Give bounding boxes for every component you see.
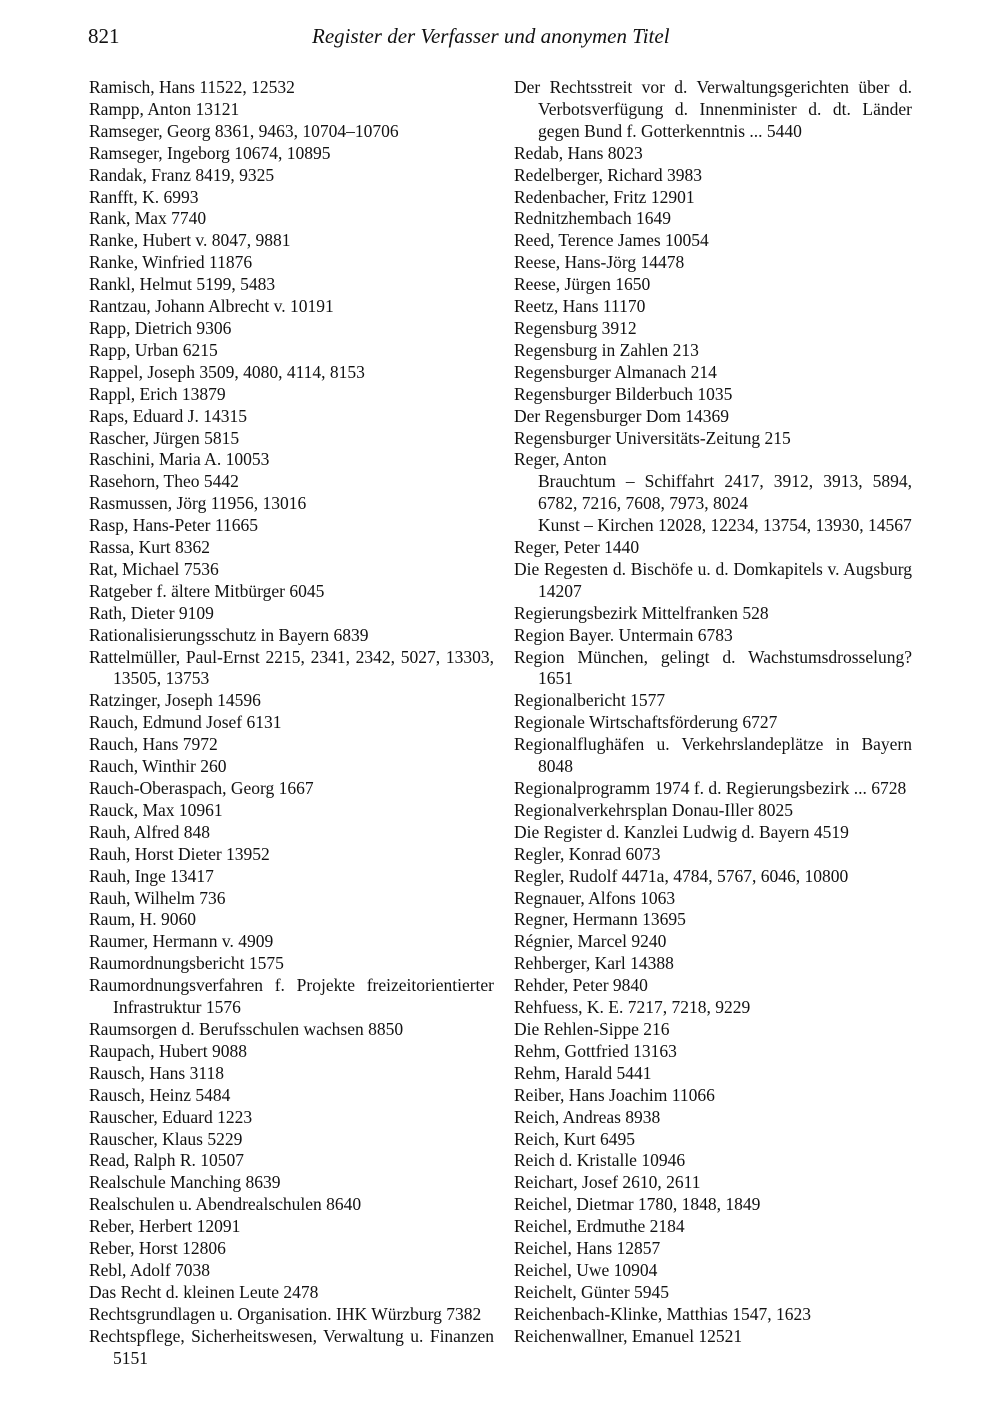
index-entry: Raumsorgen d. Berufsschulen wachsen 8850 xyxy=(89,1018,404,1039)
index-entry: Rebl, Adolf 7038 xyxy=(89,1259,211,1280)
index-entry: Reber, Horst 12806 xyxy=(89,1238,226,1259)
index-entry: Ramisch, Hans 11522, 12532 xyxy=(89,77,295,97)
index-entry: Rappl, Erich 13879 xyxy=(89,383,226,404)
index-entry: Rankl, Helmut 5199, 5483 xyxy=(89,274,276,295)
index-entry: Der Rechtsstreit vor d. Verwaltungsgerichten über d. Verbotsverfügung d. Innenminister d. dt. Länder gegen Bund f. Gotterkenntnis ... 5440 xyxy=(514,77,912,141)
index-entry: Reichenwallner, Emanuel 12521 xyxy=(514,1325,743,1346)
index-entry: Reger, Anton xyxy=(514,449,607,470)
index-entry: Rauh, Alfred 848 xyxy=(89,821,211,842)
index-entry: Raumordnungsverfahren f. Projekte freizeitorientierter Infrastruktur 1576 xyxy=(89,975,494,1018)
index-entry: Rauck, Max 10961 xyxy=(89,799,223,820)
index-entry: Ranfft, K. 6993 xyxy=(89,186,199,207)
index-entry: Régnier, Marcel 9240 xyxy=(514,931,667,952)
index-column-right xyxy=(514,77,912,1348)
index-entry: Rank, Max 7740 xyxy=(89,208,207,229)
index-entry: Regionale Wirtschaftsförderung 6727 xyxy=(514,712,778,733)
index-entry: Reichel, Dietmar 1780, 1848, 1849 xyxy=(514,1194,761,1215)
index-column-left xyxy=(89,77,494,1369)
index-entry: Das Recht d. kleinen Leute 2478 xyxy=(89,1281,319,1302)
running-title: Register der Verfasser und anonymen Titel xyxy=(312,24,670,48)
index-entry: Rantzau, Johann Albrecht v. 10191 xyxy=(89,296,334,317)
index-entry: Region München, gelingt d. Wachstumsdrosselung? 1651 xyxy=(514,646,912,689)
index-entry: Rasmussen, Jörg 11956, 13016 xyxy=(89,493,307,514)
index-entry: Regionalbericht 1577 xyxy=(514,690,666,711)
index-entry: Regensburg 3912 xyxy=(514,317,637,338)
index-entry: Regler, Rudolf 4471a, 4784, 5767, 6046, 10800 xyxy=(514,865,849,886)
index-entry: Redenbacher, Fritz 12901 xyxy=(514,186,695,207)
index-entry: Rasehorn, Theo 5442 xyxy=(89,471,239,492)
index-entry: Rampp, Anton 13121 xyxy=(89,98,240,119)
index-entry: Reger, Peter 1440 xyxy=(514,537,640,558)
index-entry: Die Rehlen-Sippe 216 xyxy=(514,1018,670,1039)
index-entry: Read, Ralph R. 10507 xyxy=(89,1150,245,1171)
index-entry: Raschini, Maria A. 10053 xyxy=(89,449,270,470)
index-entry: Region Bayer. Untermain 6783 xyxy=(514,624,733,645)
index-entry: Rehder, Peter 9840 xyxy=(514,975,648,996)
index-entry: Rauch, Hans 7972 xyxy=(89,734,218,755)
index-entry: Raupach, Hubert 9088 xyxy=(89,1040,247,1061)
index-entry: Rednitzhembach 1649 xyxy=(514,208,671,229)
index-entry: Rat, Michael 7536 xyxy=(89,558,219,579)
index-entry: Reichel, Uwe 10904 xyxy=(514,1259,658,1280)
index-entry: Randak, Franz 8419, 9325 xyxy=(89,164,275,185)
index-entry: Regensburger Universitäts-Zeitung 215 xyxy=(514,427,791,448)
index-entry: Reich, Andreas 8938 xyxy=(514,1106,661,1127)
index-entry: Reiber, Hans Joachim 11066 xyxy=(514,1084,715,1105)
index-entry: Rauch-Oberaspach, Georg 1667 xyxy=(89,778,314,798)
index-entry: Raps, Eduard J. 14315 xyxy=(89,405,247,426)
index-entry: Regensburger Bilderbuch 1035 xyxy=(514,383,733,404)
index-entry: Rapp, Dietrich 9306 xyxy=(89,317,232,338)
index-entry: Reichel, Erdmuthe 2184 xyxy=(514,1216,685,1237)
index-entry: Redab, Hans 8023 xyxy=(514,142,643,163)
index-entry: Rehm, Harald 5441 xyxy=(514,1062,652,1083)
index-entry: Rausch, Heinz 5484 xyxy=(89,1084,231,1105)
index-entry: Reich d. Kristalle 10946 xyxy=(514,1150,686,1171)
index-entry: Regensburg in Zahlen 213 xyxy=(514,339,699,360)
index-entry: Regensburger Almanach 214 xyxy=(514,361,717,382)
index-entry: Rechtsgrundlagen u. Organisation. IHK Würzburg 7382 xyxy=(89,1303,482,1324)
index-entry: Reed, Terence James 10054 xyxy=(514,230,709,251)
index-entry: Rascher, Jürgen 5815 xyxy=(89,427,240,448)
index-entry: Rattelmüller, Paul-Ernst 2215, 2341, 2342, 5027, 13303, 13505, 13753 xyxy=(89,646,494,689)
index-entry: Ranke, Hubert v. 8047, 9881 xyxy=(89,230,291,251)
index-entry: Rauch, Winthir 260 xyxy=(89,756,227,777)
index-subentry: Brauchtum – Schiffahrt 2417, 3912, 3913, 5894, 6782, 7216, 7608, 7973, 8024 xyxy=(538,471,912,514)
index-entry: Rath, Dieter 9109 xyxy=(89,602,214,623)
index-entry: Die Regesten d. Bischöfe u. d. Domkapitels v. Augsburg 14207 xyxy=(514,558,912,601)
index-entry: Reichelt, Günter 5945 xyxy=(514,1281,670,1302)
index-entry: Ramseger, Georg 8361, 9463, 10704–10706 xyxy=(89,120,399,141)
index-entry: Reber, Herbert 12091 xyxy=(89,1216,241,1237)
index-entry: Rauscher, Eduard 1223 xyxy=(89,1106,253,1127)
index-entry: Rehm, Gottfried 13163 xyxy=(514,1040,677,1061)
index-entry: Ranke, Winfried 11876 xyxy=(89,252,253,273)
index-entry: Ramseger, Ingeborg 10674, 10895 xyxy=(89,142,331,163)
index-entry: Realschulen u. Abendrealschulen 8640 xyxy=(89,1194,362,1215)
index-entry: Reese, Jürgen 1650 xyxy=(514,274,651,295)
index-entry: Der Regensburger Dom 14369 xyxy=(514,405,729,426)
index-entry: Reetz, Hans 11170 xyxy=(514,296,646,317)
index-entry: Regler, Konrad 6073 xyxy=(514,843,661,864)
index-entry: Rationalisierungsschutz in Bayern 6839 xyxy=(89,624,369,645)
index-entry: Rechtspflege, Sicherheitswesen, Verwaltung u. Finanzen 5151 xyxy=(89,1325,494,1368)
index-entry: Raum, H. 9060 xyxy=(89,909,196,930)
index-entry: Regionalflughäfen u. Verkehrslandeplätze in Bayern 8048 xyxy=(514,734,912,777)
index-entry: Ratgeber f. ältere Mitbürger 6045 xyxy=(89,580,325,601)
index-entry: Rausch, Hans 3118 xyxy=(89,1062,224,1083)
index-entry: Reich, Kurt 6495 xyxy=(514,1128,636,1149)
index-entry: Reese, Hans-Jörg 14478 xyxy=(514,252,685,273)
index-entry: Realschule Manching 8639 xyxy=(89,1172,281,1193)
index-subentry: Kunst – Kirchen 12028, 12234, 13754, 13930, 14567 xyxy=(538,515,912,536)
index-entry: Regner, Hermann 13695 xyxy=(514,909,686,930)
index-entry: Rasp, Hans-Peter 11665 xyxy=(89,515,258,536)
index-entry: Ratzinger, Joseph 14596 xyxy=(89,690,261,711)
index-entry: Regionalverkehrsplan Donau-Iller 8025 xyxy=(514,799,793,820)
index-entry: Rauh, Horst Dieter 13952 xyxy=(89,843,270,864)
index-entry: Reichel, Hans 12857 xyxy=(514,1238,661,1259)
index-entry: Rauh, Wilhelm 736 xyxy=(89,887,226,908)
index-entry: Rappel, Joseph 3509, 4080, 4114, 8153 xyxy=(89,361,365,382)
index-entry: Reichart, Josef 2610, 2611 xyxy=(514,1172,701,1193)
index-entry: Reichenbach-Klinke, Matthias 1547, 1623 xyxy=(514,1303,811,1324)
index-entry: Regnauer, Alfons 1063 xyxy=(514,887,676,908)
index-entry: Rehberger, Karl 14388 xyxy=(514,953,674,974)
index-entry: Raumordnungsbericht 1575 xyxy=(89,953,284,974)
index-entry: Regierungsbezirk Mittelfranken 528 xyxy=(514,602,769,623)
index-entry: Rassa, Kurt 8362 xyxy=(89,537,211,558)
index-entry: Die Register d. Kanzlei Ludwig d. Bayern 4519 xyxy=(514,821,849,842)
page-number: 821 xyxy=(88,24,120,48)
index-entry: Rauh, Inge 13417 xyxy=(89,865,214,886)
index-entry: Redelberger, Richard 3983 xyxy=(514,164,703,185)
index-entry: Rapp, Urban 6215 xyxy=(89,339,218,360)
index-entry: Rehfuess, K. E. 7217, 7218, 9229 xyxy=(514,997,751,1018)
index-entry: Raumer, Hermann v. 4909 xyxy=(89,931,274,952)
index-entry: Regionalprogramm 1974 f. d. Regierungsbezirk ... 6728 xyxy=(514,778,907,798)
index-entry: Rauscher, Klaus 5229 xyxy=(89,1128,243,1149)
index-entry: Rauch, Edmund Josef 6131 xyxy=(89,712,282,733)
